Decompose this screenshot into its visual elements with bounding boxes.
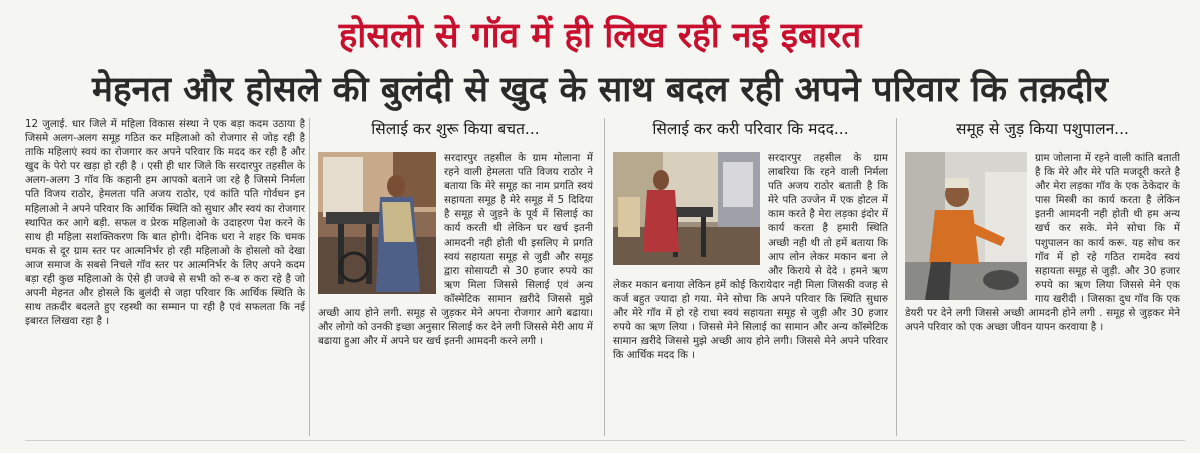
story-title: समूह से जुड़ किया पशुपालन... <box>956 120 1129 138</box>
column-divider <box>896 118 897 436</box>
photo-construction-worker <box>905 152 1027 300</box>
story-body: सरदारपुर तहसील के ग्राम मोलाना में रहने वाली हेमलता पति विजय राठोर ने बताया कि मेरे समूह का नाम प्रगति स्वयं सहायता समूह है मेरे समूह में 5 दिदिया है समूह से जुड़ने के पूर्व में सिलाई का कार्य करती थी लेकिन घर खर्च इतनी आमदनी नही होती थी इसलिए मे प्रगति स्वयं सहायता समूह से जुडी और समूह द्वारा सोसायटी से 30 हजार रुपये का ऋण मिला जिससे सिलाई एवं अन्य कॉस्मेटिक सामान ख़रीदे जिससे मुझे अच्छी आय होने लगी. समूह से जुड़कर मेने अपना रोजगार आगे बढाया। और लोगो को उनकी इच्छा अनुसार सिलाई कर देने लगी जिससे मेरी आय में बढाया हुआ और में अपने घर खर्च इतनी आमदनी करने लगी । <box>318 153 593 348</box>
bottom-rule <box>25 440 1185 441</box>
intro-text: 12 जुलाई. धार जिले में महिला विकास संस्था ने एक बड़ा कदम उठाया है जिसमे अलग-अलग समूह गठित कर महिलाओ को रोजगार से जोड़ रही है ताकि महिलाएं स्वयं का रोजगार कर अपने परिवार कि मदद कर रही है और खुद के पेरो पर खड़ा हो रही है । एसी ही धार जिले कि सरदारपुर तहसील के अलग-अलग 3 गॉव कि कहानी हम आपको बताने जा रहे है जिसमे निर्मला पति विजय राठोर, हेमलता पति अजय राठोर, एवं कांति पति गोर्वधन इन महिलाओ ने अपने परिवार कि आर्थिक स्थिति को सुधार और स्वयं का रोजगार स्थापित कर आगे बड़ी. सफल व प्रेरक महिलाओ के उदाहरण पेश करने के साथ ही महिला सशक्तिकरण कि बात होगी। देनिक धरा ने शहर कि चमक धमक से दूर ग्राम स्तर पर आत्मनिर्भर हो रही महिलाओ के होसलो को देखा आज समाज के सबसे निचले गॉव स्तर पर आत्मनिर्भर के लिए अपने कदम बड़ा रही कुछ महिलाओ के ऐसे ही जज्बे से सभी को रु-ब रु करा रहे है जो अपनी मेहनत और होसले कि बुलंदी से जहा परिवार कि आर्थिक स्थिति के साथ तक़दीर बदलते हुए रहस्थी का सम्मान पा रही है एवं सफलता कि नई इबारत लिखवा रहा है । <box>25 119 305 328</box>
story-kanti <box>905 118 1180 440</box>
story-hemlata <box>318 118 593 440</box>
story-body: सरदारपुर तहसील के ग्राम लाबरिया कि रहने वाली निर्मला पति अजय राठोर बताती है कि मेरे पति उज्जेन में एक होटल में काम करते है मेरा लड़का इंदोर में कार्य करता है हमारी स्थिति अच्छी नही थी तो हमें बताया कि आप लोन लेकर मकान बना ले और किराये से देदे । हमने ऋण लेकर मकान बनाया लेकिन हमें कोई किरायेदार नही मिला जिसकी वजह से कर्ज बहुत ज्यादा हो गया. मेने सोचा कि अपने परिवार कि स्थिति सुधारु और मेरे गॉव में हो रहे राधा स्वयं सहायता समूह से जुड़ी और 30 हजार रुपये का ऋण लिया । जिससे मेने सिलाई का सामान और अन्य कॉस्मेटिक सामान ख़रीदे जिससे मुझे अच्छी आय होने लगी। जिससे मेने अपने परिवार कि आर्थिक मदद कि । <box>613 153 888 362</box>
intro-column <box>25 118 305 440</box>
column-divider <box>604 118 605 436</box>
column-divider <box>309 118 310 436</box>
story-title: सिलाई कर शुरू किया बचत... <box>371 120 540 138</box>
photo-tailoring-shop <box>613 152 760 265</box>
subheadline: मेहनत और होसले की बुलंदी से खुद के साथ बदल रही अपने परिवार कि तक़दीर <box>92 70 1108 110</box>
headline: होसलो से गॉव में ही लिख रही नईं इबारत <box>338 16 862 56</box>
photo-sewing-woman <box>318 152 436 294</box>
story-body: ग्राम जोलाना में रहने वाली कांति बताती है कि मेरे और मेरे पति मजदूरी करते है और मेरा लड़का गॉव के एक ठेकेदार के पास मिस्त्री का कार्य करता है लेकिन इतनी आमदनी नही होती थी हम अन्य खर्च कर सके. मेने सोचा कि में पशुपालन का कार्य करू. यह सोच कर गॉव में हो रहे गठित रामदेव स्वयं सहायता समूह से जुड़ी. और 30 हजार रुपये का ऋण लिया जिससे मेने एक गाय खरीदी । जिसका दुध गॉव कि एक डेयरी पर देने लगी जिससे अच्छी आमदनी होने लगी . समूह से जुड़कर मेने अपने परिवार को एक अच्छा जीवन यापन करवाया है । <box>905 153 1180 334</box>
story-title: सिलाई कर करी परिवार कि मदद... <box>652 120 849 138</box>
story-nirmala <box>613 118 888 440</box>
